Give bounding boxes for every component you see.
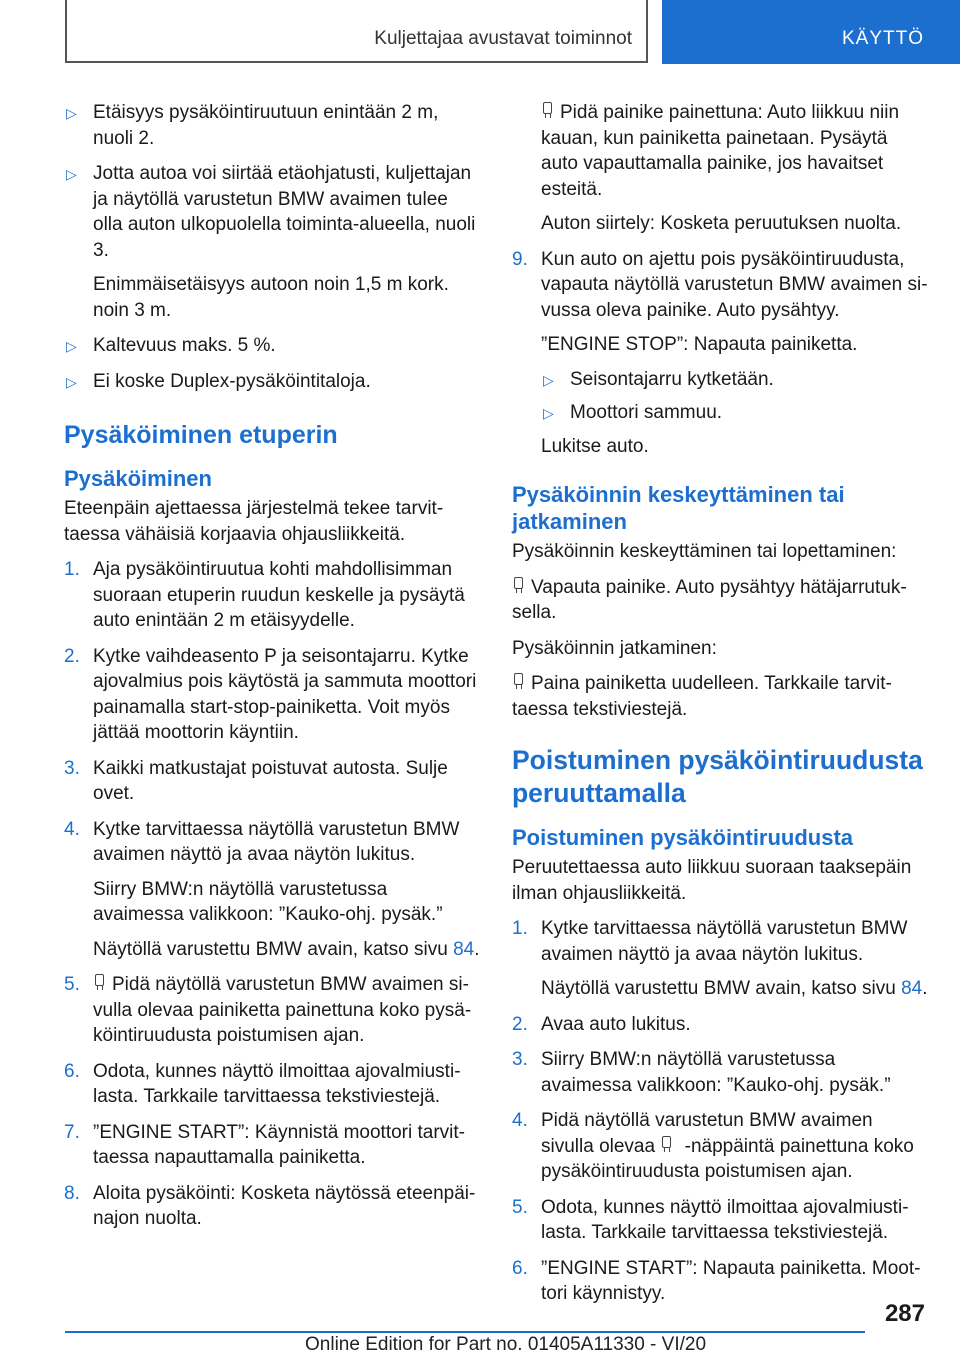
step-subtext-ref: Näytöllä varustettu BMW avain, katso sivu 84. <box>541 978 928 999</box>
paragraph: Pysäköinnin keskeyttäminen tai lopettaminen: <box>512 541 897 562</box>
header-section-box <box>65 0 648 63</box>
step-text: Aja pysäköintiruutua kohti mahdollisimman suoraan etuperin ruudun keskelle ja pysäytä auto enintään 2 m etäisyydelle. <box>93 559 465 631</box>
step-item <box>64 1120 480 1171</box>
step-number: 4. <box>64 818 80 840</box>
bullet-text: Kaltevuus maks. 5 %. <box>93 335 276 356</box>
header-chapter-label: KÄYTTÖ <box>841 28 924 49</box>
step-number: 7. <box>64 1121 80 1143</box>
step-item <box>64 1059 480 1110</box>
left-column <box>64 100 480 1242</box>
step-number: 5. <box>512 1196 528 1218</box>
step-text-with-icon: Pidä näytöllä varustetun BMW avaimen sivulla olevaa -näppäintä painettuna koko pysäköintiruudusta poistumisen ajan. <box>541 1110 914 1182</box>
step-text: ”ENGINE START”: Napauta painiketta. Moottori käynnistyy. <box>541 1257 921 1304</box>
step-item <box>512 1047 928 1098</box>
heading-exit-reversing: Poistuminen pysäköintiruudusta peruuttamalla <box>512 745 923 808</box>
header-section-title: Kuljettajaa avustavat toiminnot <box>374 28 632 49</box>
step-item <box>64 1181 480 1232</box>
footer-edition: Online Edition for Part no. 01405A11330 - VI/20 <box>305 1334 707 1355</box>
step-item <box>64 817 480 963</box>
step-number: 1. <box>64 559 80 580</box>
bullet-text: Etäisyys pysäköintiruutuun enintään 2 m, nuoli 2. <box>93 102 439 149</box>
step-item <box>64 972 480 1049</box>
step-continuation-subtext: Auton siirtely: Kosketa peruutuksen nuolta. <box>541 213 902 234</box>
bullet-text: Jotta autoa voi siirtää etäohjatusti, kuljettajan ja näytöllä varustetun BMW avaimen tulee olla auton ulkopuolella toiminta-alueella, nuoli 3. <box>93 163 476 261</box>
triangle-right-icon: ▷ <box>543 405 554 421</box>
key-button-icon <box>514 577 523 594</box>
step-continuation <box>512 100 928 237</box>
step-number: 3. <box>64 757 80 779</box>
step-item <box>64 756 480 807</box>
step-number: 4. <box>512 1110 528 1131</box>
right-column <box>512 100 928 1317</box>
step-text: Kytke vaihdeasento P ja seisontajarru. Kytke ajovalmius pois käytöstä ja sammuta moottori painamalla start-stop-painiketta. Voit myös jättää moottorin käyntiin. <box>93 645 477 743</box>
header-chapter-tab[interactable] <box>662 0 960 64</box>
bullet-item <box>541 400 928 426</box>
bullet-subtext: Enimmäisetäisyys autoon noin 1,5 m kork. noin 3 m. <box>93 274 449 321</box>
subheading-exit: Poistuminen pysäköintiruudusta <box>512 825 854 850</box>
page-reference-link[interactable]: 84 <box>901 978 923 999</box>
step-item <box>512 247 928 460</box>
step-number: 6. <box>512 1257 528 1279</box>
key-button-icon <box>95 974 104 991</box>
key-button-icon <box>662 1136 671 1153</box>
step-text: Kytke tarvittaessa näytöllä varustetun BMW avaimen näyttö ja avaa näytön lukitus. <box>541 918 908 965</box>
subheading-parking: Pysäköiminen <box>64 466 212 491</box>
step-text: Kytke tarvittaessa näytöllä varustetun BMW avaimen näyttö ja avaa näytön lukitus. <box>93 818 460 865</box>
page-number: 287 <box>884 1300 925 1327</box>
step-number: 2. <box>64 645 80 667</box>
paragraph: Pysäköinnin jatkaminen: <box>512 637 717 659</box>
step-item <box>512 1195 928 1246</box>
bullet-text: Moottori sammuu. <box>570 402 723 423</box>
nested-bullets <box>541 367 928 426</box>
heading-park-forward: Pysäköiminen etuperin <box>64 421 338 449</box>
step-text: Odota, kunnes näyttö ilmoittaa ajovalmiustilasta. Tarkkaile tarvittaessa tekstiviestejä. <box>93 1060 461 1107</box>
page-reference-link[interactable]: 84 <box>453 938 475 960</box>
step-text: Avaa auto lukitus. <box>541 1013 691 1035</box>
step-number: 6. <box>64 1060 80 1082</box>
step-number: 2. <box>512 1013 528 1035</box>
bullet-item <box>64 161 480 323</box>
step-text: Odota, kunnes näyttö ilmoittaa ajovalmiustilasta. Tarkkaile tarvittaessa tekstiviestejä. <box>541 1196 909 1243</box>
step-text: Kun auto on ajettu pois pysäköintiruudusta, vapauta näytöllä varustetun BMW avaimen sivussa oleva painike. Auto pysähtyy. <box>541 248 928 321</box>
key-button-icon <box>543 102 552 119</box>
step-item <box>512 1256 928 1307</box>
paragraph-with-icon: Paina painiketta uudelleen. Tarkkaile tarvittaessa tekstiviestejä. <box>512 673 892 720</box>
step-text: Kaikki matkustajat poistuvat autosta. Sulje ovet. <box>93 757 448 804</box>
step-item <box>512 1012 928 1038</box>
step-item <box>64 557 480 634</box>
step-number: 9. <box>512 248 528 270</box>
bullet-text: Ei koske Duplex-pysäköintitaloja. <box>93 370 371 392</box>
step-number: 8. <box>64 1182 80 1204</box>
step-number: 5. <box>64 974 80 995</box>
step-text: Siirry BMW:n näytöllä varustetussa avaimessa valikkoon: ”Kauko-ohj. pysäk.” <box>541 1049 891 1096</box>
bullet-item <box>64 100 480 151</box>
intro-paragraph: Eteenpäin ajettaessa järjestelmä tekee tarvittaessa vähäisiä korjaavia ohjausliikkeitä. <box>64 498 444 545</box>
triangle-right-icon: ▷ <box>66 338 77 354</box>
step-subtext: ”ENGINE STOP”: Napauta painiketta. <box>541 334 858 355</box>
bullet-item <box>541 367 928 393</box>
key-button-icon <box>514 673 523 690</box>
triangle-right-icon: ▷ <box>66 105 77 121</box>
step-after-text: Lukitse auto. <box>541 435 649 457</box>
step-number: 1. <box>512 918 528 939</box>
step-item <box>512 1108 928 1185</box>
step-text: Aloita pysäköinti: Kosketa näytössä eteenpäinajon nuolta. <box>93 1182 476 1229</box>
step-subtext-ref: Näytöllä varustettu BMW avain, katso sivu 84. <box>93 938 480 960</box>
bullet-text: Seisontajarru kytketään. <box>570 368 774 390</box>
bullet-item <box>64 333 480 359</box>
triangle-right-icon: ▷ <box>66 373 77 390</box>
paragraph-with-icon: Vapauta painike. Auto pysähtyy hätäjarrutuksella. <box>512 576 907 623</box>
step-item <box>512 916 928 1002</box>
step-number: 3. <box>512 1049 528 1070</box>
step-text: ”ENGINE START”: Käynnistä moottori tarvittaessa napauttamalla painiketta. <box>93 1121 465 1168</box>
triangle-right-icon: ▷ <box>66 166 77 182</box>
step-text-with-icon: Pidä näytöllä varustetun BMW avaimen sivulla olevaa painiketta painettuna koko pysäköintiruudusta poistumisen ajan. <box>93 974 472 1046</box>
step-item <box>64 644 480 746</box>
step-continuation-text: Pidä painike painettuna: Auto liikkuu niin kauan, kun painiketta painetaan. Pysäytä auto vapauttamalla painike, jos havaitset esteitä. <box>541 102 900 200</box>
intro-paragraph: Peruutettaessa auto liikkuu suoraan taaksepäin ilman ohjausliikkeitä. <box>512 857 912 904</box>
triangle-right-icon: ▷ <box>543 371 554 388</box>
bullet-item <box>64 369 480 395</box>
step-subtext: Siirry BMW:n näytöllä varustetussa avaimessa valikkoon: ”Kauko-ohj. pysäk.” <box>93 878 443 925</box>
footer-divider <box>65 1331 865 1333</box>
subheading-interrupt: Pysäköinnin keskeyttäminen tai jatkaminen <box>512 482 845 534</box>
